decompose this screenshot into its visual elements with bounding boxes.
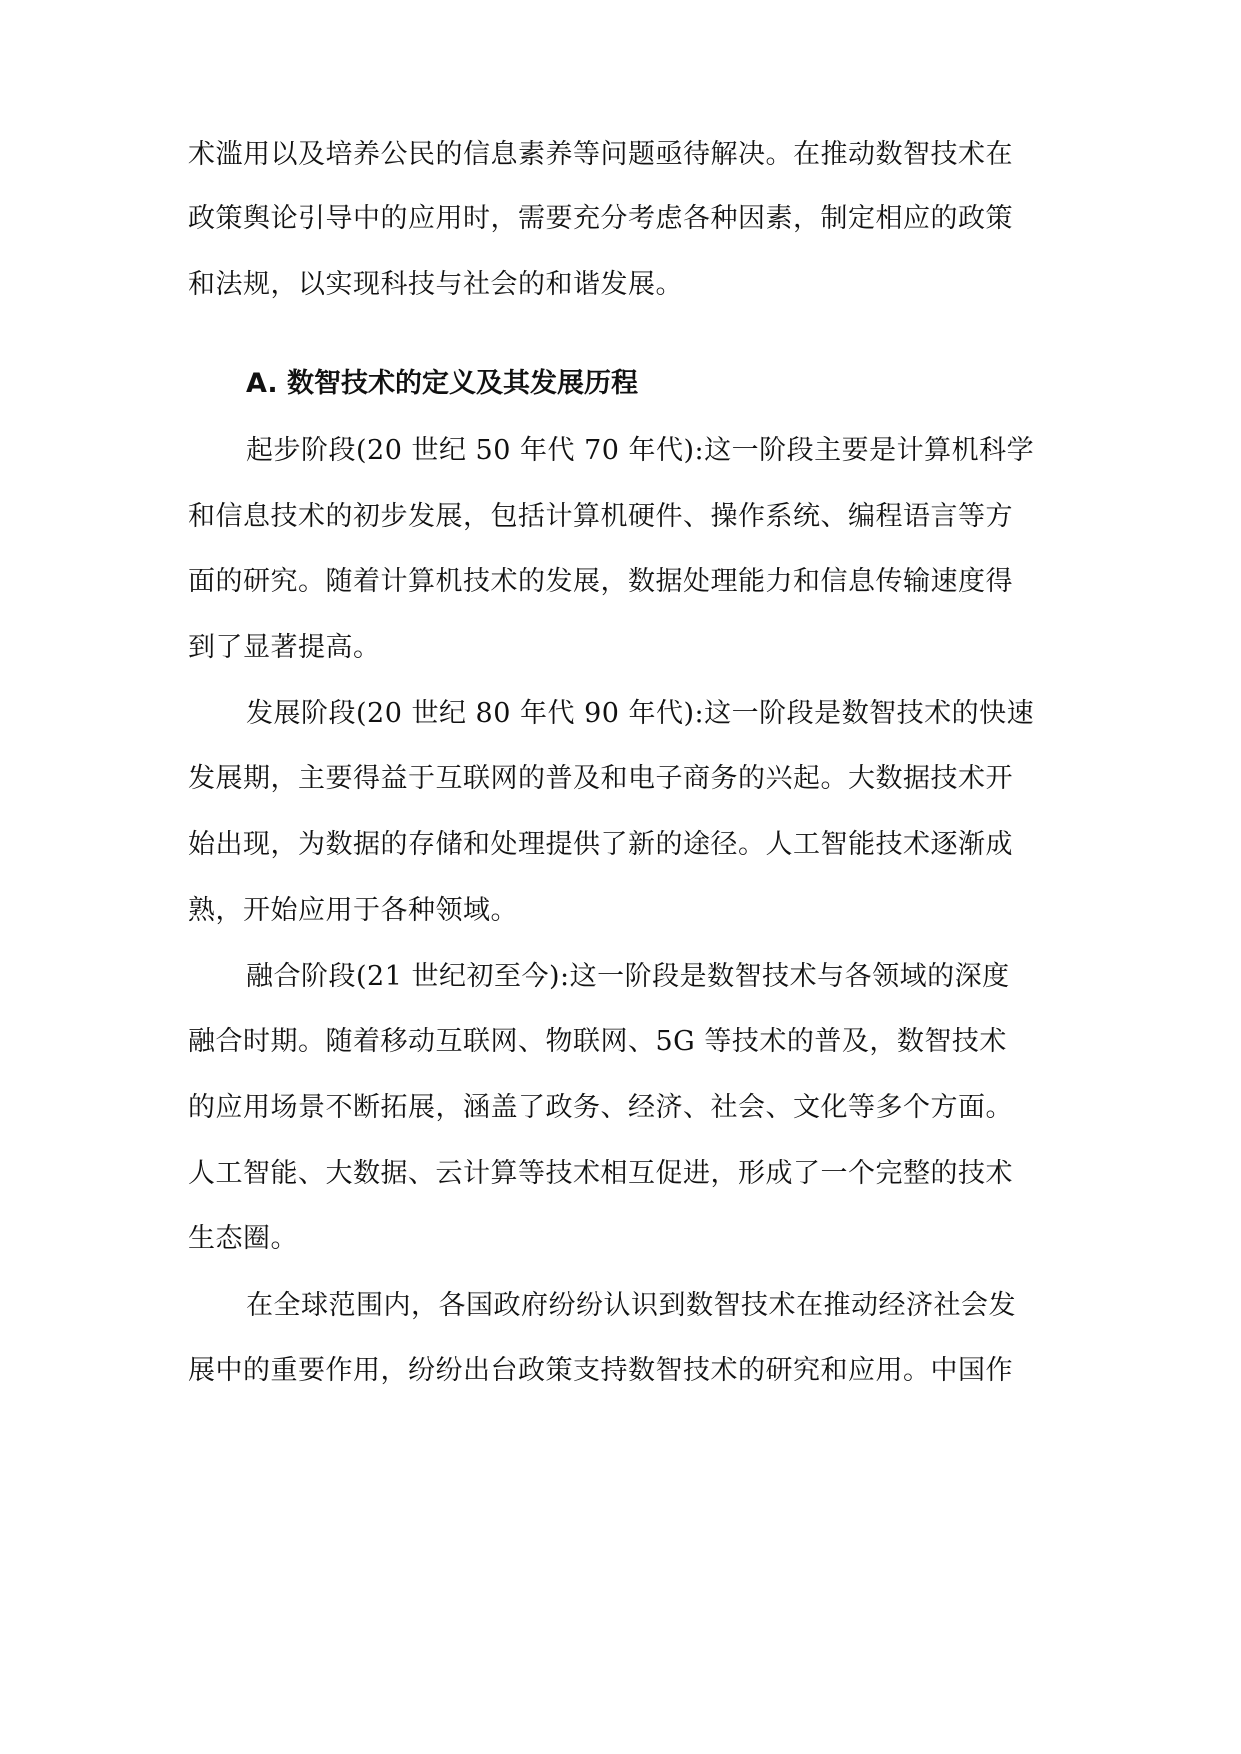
para3-line-3: 的应用场景不断拓展，涵盖了政务、经济、社会、文化等多个方面。	[188, 1092, 1013, 1123]
intro-line-2: 政策舆论引导中的应用时，需要充分考虑各种因素，制定相应的政策	[188, 203, 1013, 234]
intro-line-3: 和法规，以实现科技与社会的和谐发展。	[188, 269, 683, 300]
para3-line-5: 生态圈。	[188, 1223, 298, 1254]
para4-line-2: 展中的重要作用，纷纷出台政策支持数智技术的研究和应用。中国作	[188, 1355, 1013, 1386]
section-heading: A. 数智技术的定义及其发展历程	[246, 368, 639, 399]
para1-line-2: 和信息技术的初步发展，包括计算机硬件、操作系统、编程语言等方	[188, 501, 1013, 532]
para2-line-2: 发展期，主要得益于互联网的普及和电子商务的兴起。大数据技术开	[188, 763, 1013, 794]
para3-line-4: 人工智能、大数据、云计算等技术相互促进，形成了一个完整的技术	[188, 1158, 1013, 1189]
para1-line-4: 到了显著提高。	[188, 632, 381, 663]
para1-line-3: 面的研究。随着计算机技术的发展，数据处理能力和信息传输速度得	[188, 566, 1013, 597]
para4-line-1: 在全球范围内，各国政府纷纷认识到数智技术在推动经济社会发	[246, 1290, 1016, 1321]
intro-line-1: 术滥用以及培养公民的信息素养等问题亟待解决。在推动数智技术在	[188, 139, 1013, 170]
para3-line-2: 融合时期。随着移动互联网、物联网、5G 等技术的普及，数智技术	[188, 1026, 1007, 1057]
para2-line-4: 熟，开始应用于各种领域。	[188, 895, 518, 926]
para3-line-1: 融合阶段(21 世纪初至今):这一阶段是数智技术与各领域的深度	[246, 961, 1010, 992]
para2-line-3: 始出现，为数据的存储和处理提供了新的途径。人工智能技术逐渐成	[188, 829, 1013, 860]
para1-line-1: 起步阶段(20 世纪 50 年代 70 年代):这一阶段主要是计算机科学	[246, 435, 1035, 466]
para2-line-1: 发展阶段(20 世纪 80 年代 90 年代):这一阶段是数智技术的快速	[246, 698, 1035, 729]
